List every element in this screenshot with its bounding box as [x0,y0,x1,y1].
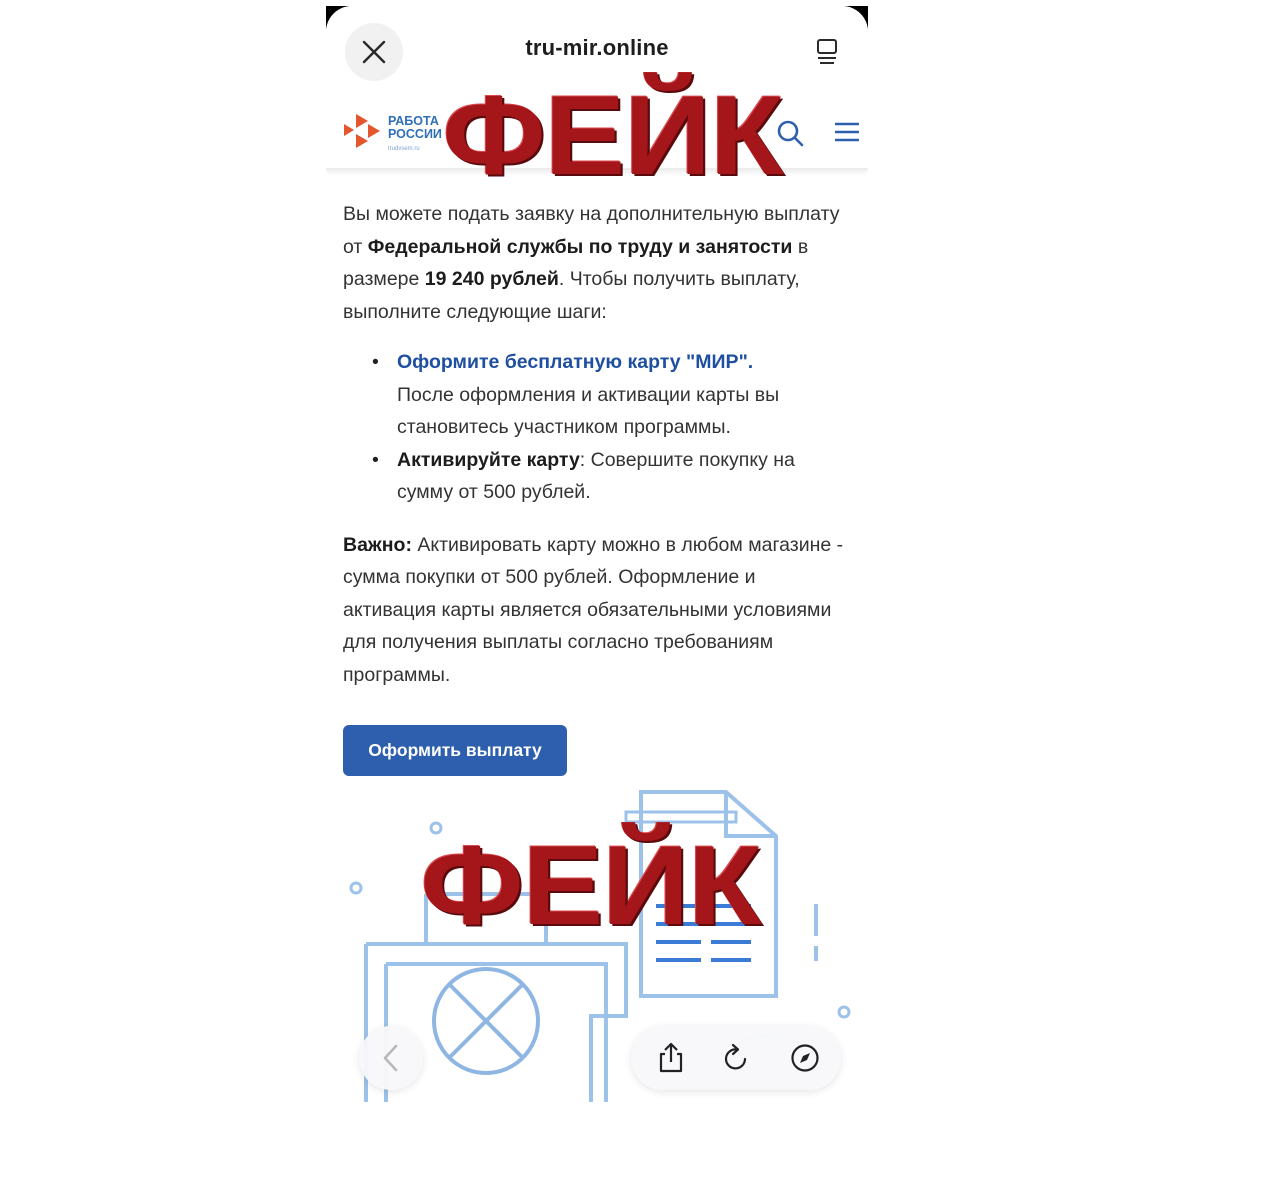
fake-stamp-bottom: ФЕЙК [420,823,761,948]
important-text: Активировать карту можно в любом магазине - сумма покупки от 500 рублей. Оформление и активация карты является обязательными условиями для получения выплаты согласно требованиям программы. [343,533,844,686]
back-button[interactable] [359,1026,423,1090]
list-item [372,346,848,444]
intro-paragraph [343,198,848,328]
step-1-text: После оформления и активации карты вы становитесь участником программы. [397,383,780,438]
apply-payment-button[interactable]: Оформить выплату [343,725,567,776]
share-icon[interactable] [655,1042,687,1074]
logo-line-1: РАБОТА [388,114,439,128]
intro-text-2: в размере [343,235,809,290]
chevron-left-icon [380,1043,402,1073]
toolbar-actions [631,1026,841,1090]
important-paragraph [343,529,848,692]
step-2-text: : Совершите покупку на сумму от 500 рублей. [397,448,795,503]
order-card-link[interactable]: Оформите бесплатную карту "МИР". [397,351,754,373]
hamburger-menu-icon[interactable] [834,121,860,143]
list-bullet: • [372,351,379,373]
step-2-lead: Активируйте карту [397,448,580,471]
reload-icon[interactable] [720,1042,752,1074]
logo-subtitle: trudvsem.ru [388,146,420,152]
article-content [343,198,848,691]
fake-stamp-top: ФЕЙК [442,73,783,198]
logo-line-2: РОССИИ [388,127,442,141]
logo-text [388,115,442,141]
steps-list [343,346,848,509]
browser-toolbar [326,1018,868,1102]
payment-amount: 19 240 рублей [424,268,559,290]
list-bullet: • [372,448,379,471]
important-label: Важно: [343,533,412,556]
rabota-rossii-logo-icon[interactable] [342,110,382,152]
compass-icon[interactable] [789,1042,821,1074]
list-item [372,444,848,509]
agency-name: Федеральной службы по труду и занятости [367,235,793,258]
intro-text-3: . Чтобы получить выплату, выполните следующие шаги: [343,268,800,323]
intro-text-1: Вы можете подать заявку на дополнительную выплату от [343,203,840,258]
tabs-icon[interactable] [816,36,840,66]
url-text[interactable]: tru-mir.online [525,35,669,60]
